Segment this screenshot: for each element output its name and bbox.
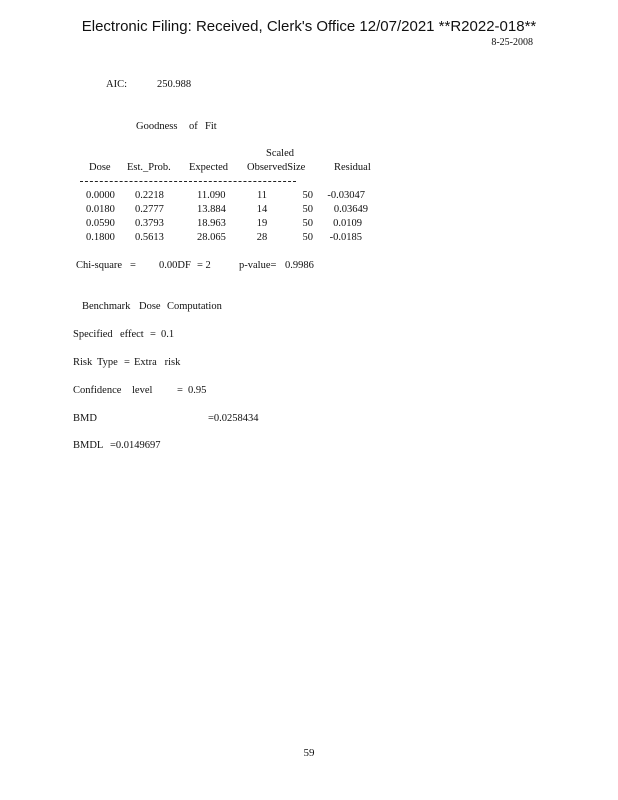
cell-size: 50 <box>302 232 313 243</box>
cell-residual: 0.03649 <box>333 204 368 215</box>
risk-type-label: Risk <box>73 357 93 368</box>
header-divider <box>80 181 296 182</box>
specified-effect-label: effect <box>120 329 144 340</box>
cell-residual: -0.03047 <box>327 190 365 201</box>
risk-type-value: Extra risk <box>134 357 181 368</box>
specified-effect-value: 0.1 <box>161 329 175 340</box>
cell-size: 50 <box>302 218 313 229</box>
confidence-level-label: level <box>132 385 153 396</box>
page-number: 59 <box>303 747 315 759</box>
cell-est-prob: 0.3793 <box>135 218 164 229</box>
risk-type-equals: = <box>124 357 130 368</box>
col-header-est-prob: Est._Prob. <box>127 162 171 173</box>
col-header-scaled: Scaled <box>266 148 294 159</box>
df-value: = 2 <box>197 260 211 271</box>
cell-residual: 0.0109 <box>333 218 362 229</box>
col-header-residual: Residual <box>334 162 371 173</box>
specified-effect-equals: = <box>150 329 156 340</box>
cell-expected: 11.090 <box>197 190 226 201</box>
chi-square-value-df: 0.00DF <box>159 260 191 271</box>
cell-observed: 11 <box>256 190 268 201</box>
col-header-expected: Expected <box>189 162 229 173</box>
cell-size: 50 <box>302 190 313 201</box>
confidence-level-value: 0.95 <box>188 385 207 396</box>
confidence-level-label: Confidence <box>73 385 122 396</box>
aic-label: AIC: <box>106 79 127 90</box>
filing-stamp: Electronic Filing: Received, Clerk's Office 12/07/2021 **R2022-018** <box>81 18 537 35</box>
cell-observed: 28 <box>256 232 268 243</box>
col-header-observed-size: ObservedSize <box>247 162 306 173</box>
document-date: 8-25-2008 <box>491 37 533 48</box>
p-value: 0.9986 <box>285 260 314 271</box>
confidence-level-equals: = <box>177 385 183 396</box>
cell-dose: 0.0590 <box>86 218 115 229</box>
gof-title-word-2: of <box>189 121 198 132</box>
chi-square-label: Chi-square <box>76 260 123 271</box>
gof-title-word-1: Goodness <box>136 121 178 132</box>
cell-est-prob: 0.5613 <box>135 232 164 243</box>
cell-dose: 0.0000 <box>86 190 115 201</box>
cell-residual: -0.0185 <box>329 232 362 243</box>
risk-type-label: Type <box>97 357 118 368</box>
cell-dose: 0.0180 <box>86 204 115 215</box>
cell-est-prob: 0.2218 <box>135 190 164 201</box>
cell-observed: 19 <box>256 218 268 229</box>
bmdl-label: BMDL <box>73 440 104 451</box>
cell-expected: 18.963 <box>197 218 226 229</box>
col-header-dose: Dose <box>89 162 111 173</box>
cell-observed: 14 <box>256 204 268 215</box>
aic-value: 250.988 <box>157 79 192 90</box>
specified-effect-label: Specified <box>73 329 113 340</box>
bmd-label: BMD <box>73 413 97 424</box>
cell-dose: 0.1800 <box>86 232 115 243</box>
chi-square-equals: = <box>130 260 136 271</box>
gof-title-word-3: Fit <box>205 121 217 132</box>
cell-size: 50 <box>302 204 313 215</box>
cell-est-prob: 0.2777 <box>135 204 164 215</box>
cell-expected: 28.065 <box>197 232 226 243</box>
bmd-value: =0.0258434 <box>208 413 259 424</box>
cell-expected: 13.884 <box>197 204 226 215</box>
bmd-title-word-3: Computation <box>167 301 222 312</box>
bmd-title-word-2: Dose <box>139 301 161 312</box>
p-value-label: p-value= <box>239 260 277 271</box>
bmd-title-word-1: Benchmark <box>82 301 131 312</box>
bmdl-value: =0.0149697 <box>110 440 161 451</box>
